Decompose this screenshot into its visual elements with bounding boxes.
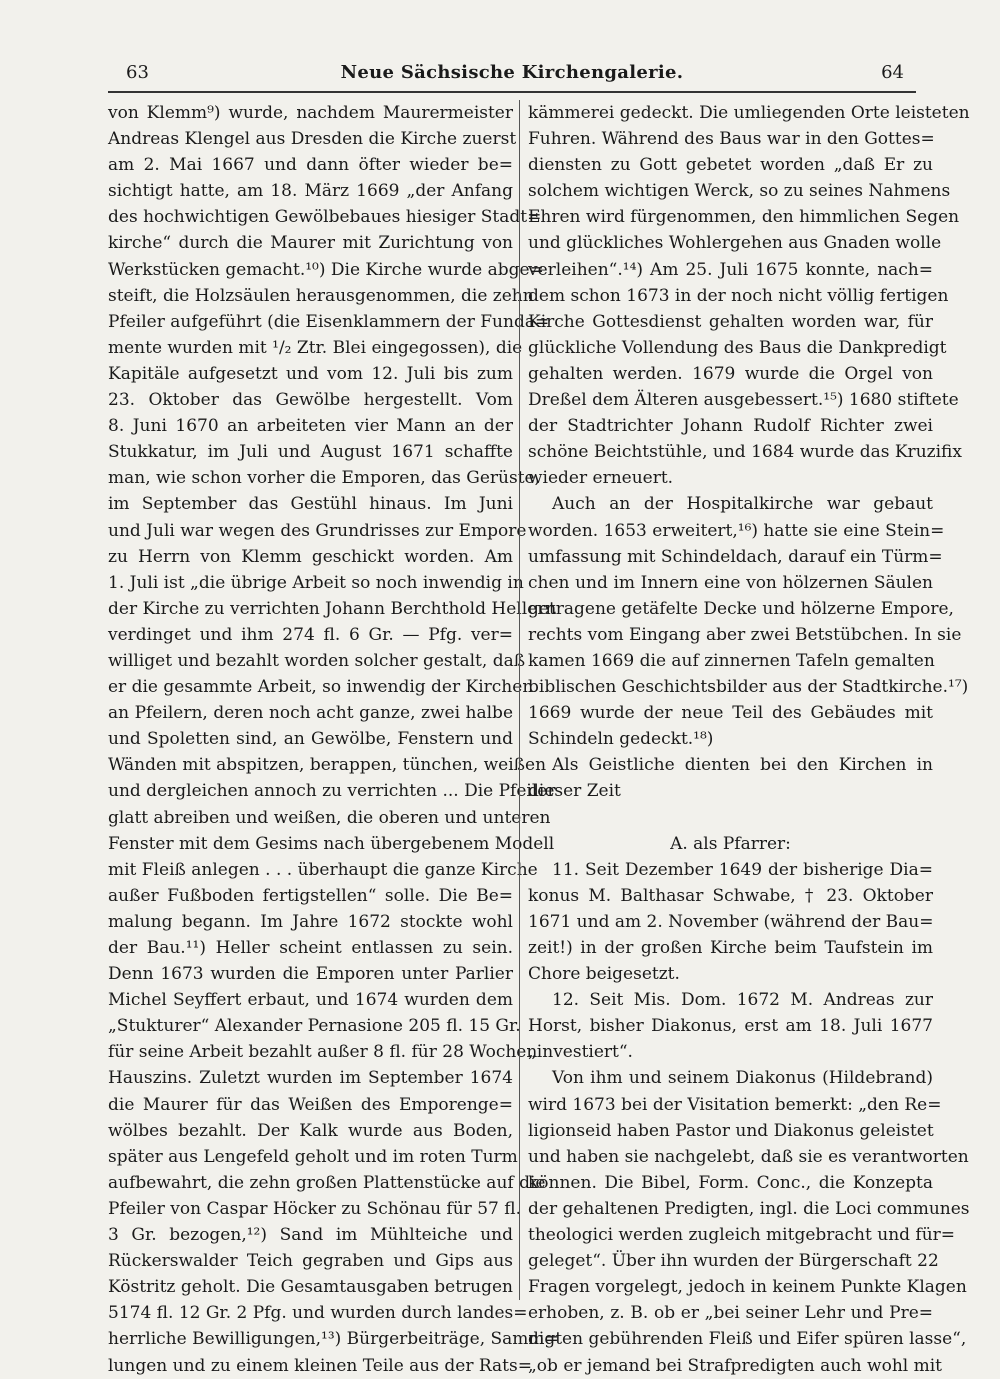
text-line: Wänden mit abspitzen, berappen, tünchen, weißen bbox=[108, 755, 547, 776]
text-line: und dergleichen annoch zu verrichten ... Die Pfeiler bbox=[108, 781, 556, 802]
text-line: von Klemm⁹) wurde, nachdem Maurermeister bbox=[108, 103, 513, 123]
text-line: aufbewahrt, die zehn großen Plattenstücke auf die bbox=[108, 1172, 546, 1193]
text-line: glückliche Vollendung des Baus die Dankpredigt bbox=[528, 337, 947, 358]
text-line: kamen 1669 die auf zinnernen Tafeln gemalten bbox=[528, 650, 935, 671]
text-line: erhoben, z. B. ob er „bei seiner Lehr und Pre= bbox=[528, 1303, 933, 1324]
text-line: 8. Juni 1670 an arbeiteten vier Mann an der bbox=[108, 416, 513, 437]
text-line: 11. Seit Dezember 1649 der bisherige Dia= bbox=[552, 859, 933, 880]
text-line: diensten zu Gott gebetet worden „daß Er zu bbox=[528, 155, 933, 176]
text-line: dieser Zeit bbox=[528, 781, 621, 802]
text-line: des hochwichtigen Gewölbebaues hiesiger Stadt= bbox=[108, 207, 542, 228]
text-line: mit Fleiß anlegen . . . überhaupt die ganze Kirche bbox=[108, 859, 538, 880]
text-line: biblischen Geschichtsbilder aus der Stadtkirche.¹⁷) bbox=[528, 677, 969, 698]
text-line: solchem wichtigen Werck, so zu seines Nahmens bbox=[528, 181, 951, 202]
text-line: Pfeiler von Caspar Höcker zu Schönau für 57 fl. bbox=[108, 1198, 521, 1219]
text-line: der gehaltenen Predigten, ingl. die Loci communes bbox=[528, 1198, 970, 1219]
text-line: Stukkatur, im Juli und August 1671 schaffte bbox=[108, 442, 513, 463]
text-line: Dreßel dem Älteren ausgebessert.¹⁵) 1680 stiftete bbox=[528, 390, 959, 411]
text-line: theologici werden zugleich mitgebracht und für= bbox=[528, 1225, 956, 1246]
text-line: der Bau.¹¹) Heller scheint entlassen zu sein. bbox=[108, 938, 513, 958]
text-line: 12. Seit Mis. Dom. 1672 M. Andreas zur bbox=[552, 990, 933, 1011]
text-line: können. Die Bibel, Form. Conc., die Konzepta bbox=[528, 1172, 933, 1193]
text-line: 1669 wurde der neue Teil des Gebäudes mit bbox=[528, 703, 933, 724]
text-line: „investiert“. bbox=[528, 1042, 633, 1063]
text-line: gehalten werden. 1679 wurde die Orgel von bbox=[528, 363, 933, 384]
text-line: wölbes bezahlt. Der Kalk wurde aus Boden, bbox=[108, 1120, 513, 1141]
text-line: Fenster mit dem Gesims nach übergebenem Modell bbox=[108, 833, 555, 854]
text-line: umfassung mit Schindeldach, darauf ein Türm= bbox=[528, 546, 943, 567]
text-line: 3 Gr. bezogen,¹²) Sand im Mühlteiche und bbox=[108, 1225, 513, 1246]
text-line: schöne Beichtstühle, und 1684 wurde das Kruzifix bbox=[528, 442, 962, 463]
blank-line bbox=[528, 805, 933, 831]
text-line: verleihen“.¹⁴) Am 25. Juli 1675 konnte, nach= bbox=[528, 259, 933, 280]
text-line: der Kirche zu verrichten Johann Berchthold Hellern bbox=[108, 598, 557, 619]
text-line: Michel Seyffert erbaut, und 1674 wurden dem bbox=[108, 990, 513, 1011]
text-line: verdinget und ihm 274 fl. 6 Gr. — Pfg. ver= bbox=[108, 624, 513, 645]
text-line: am 2. Mai 1667 und dann öfter wieder be= bbox=[108, 155, 513, 176]
text-line: wird 1673 bei der Visitation bemerkt: „den Re= bbox=[528, 1094, 942, 1115]
page-number-left: 63 bbox=[126, 62, 149, 83]
text-line: Chore beigesetzt. bbox=[528, 964, 680, 985]
page-header bbox=[108, 58, 916, 88]
text-line: er die gesammte Arbeit, so inwendig der Kirchen bbox=[108, 677, 534, 698]
text-line: digten gebührenden Fleiß und Eifer spüren lasse“, bbox=[528, 1329, 967, 1350]
text-line: glatt abreiben und weißen, die oberen und unteren bbox=[108, 807, 551, 828]
text-line: und haben sie nachgelebt, daß sie es verantworten bbox=[528, 1146, 969, 1167]
text-line: später aus Lengefeld geholt und im roten Turm bbox=[108, 1146, 518, 1167]
text-line: Fuhren. Während des Baus war in den Gottes= bbox=[528, 129, 935, 150]
text-line: Schindeln gedeckt.¹⁸) bbox=[528, 729, 714, 750]
text-line: dem schon 1673 in der noch nicht völlig fertigen bbox=[528, 285, 949, 306]
text-line: Als Geistliche dienten bei den Kirchen in bbox=[552, 755, 933, 776]
text-line: man, wie schon vorher die Emporen, das Gerüste, bbox=[108, 468, 541, 489]
text-line: herrliche Bewilligungen,¹³) Bürgerbeiträge, Samm= bbox=[108, 1329, 559, 1350]
text-line: mente wurden mit ¹/₂ Ztr. Blei eingegossen), die bbox=[108, 337, 523, 358]
text-line: Kirche Gottesdienst gehalten worden war, für bbox=[528, 311, 933, 332]
text-line: die Maurer für das Weißen des Emporenge= bbox=[108, 1094, 513, 1115]
text-line: chen und im Innern eine von hölzernen Säulen bbox=[528, 572, 933, 593]
text-line: und Juli war wegen des Grundrisses zur Empore bbox=[108, 520, 527, 541]
text-line: für seine Arbeit bezahlt außer 8 fl. für 28 Wochen bbox=[108, 1042, 538, 1063]
text-line: steift, die Holzsäulen herausgenommen, die zehn bbox=[108, 285, 534, 306]
text-line: kämmerei gedeckt. Die umliegenden Orte leisteten bbox=[528, 103, 970, 123]
text-line: Ehren wird fürgenommen, den himmlichen Segen bbox=[528, 207, 960, 228]
text-line: zu Herrn von Klemm geschickt worden. Am bbox=[108, 546, 513, 567]
text-line: geleget“. Über ihn wurden der Bürgerschaft 22 bbox=[528, 1251, 939, 1272]
text-line: und Spoletten sind, an Gewölbe, Fenstern und bbox=[108, 729, 513, 750]
text-line: Auch an der Hospitalkirche war gebaut bbox=[552, 494, 933, 515]
text-line: „ob er jemand bei Strafpredigten auch wohl mit bbox=[528, 1355, 942, 1376]
text-line: williget und bezahlt worden solcher gestalt, daß bbox=[108, 650, 526, 671]
text-line: lungen und zu einem kleinen Teile aus der Rats= bbox=[108, 1355, 532, 1376]
text-line: außer Fußboden fertigstellen“ solle. Die Be= bbox=[108, 885, 513, 906]
header-rule bbox=[108, 91, 916, 93]
right-column bbox=[528, 100, 970, 1379]
page-number-right: 64 bbox=[881, 62, 904, 83]
text-line: Von ihm und seinem Diakonus (Hildebrand) bbox=[552, 1068, 933, 1089]
text-line: Werkstücken gemacht.¹⁰) Die Kirche wurde abge= bbox=[108, 259, 544, 280]
text-line: kirche“ durch die Maurer mit Zurichtung von bbox=[108, 233, 513, 254]
text-line: Fragen vorgelegt, jedoch in keinem Punkte Klagen bbox=[528, 1277, 967, 1298]
text-line: ligionseid haben Pastor und Diakonus geleistet bbox=[528, 1120, 934, 1141]
column-divider bbox=[519, 100, 520, 1300]
text-line: wieder erneuert. bbox=[528, 468, 674, 489]
text-line: konus M. Balthasar Schwabe, † 23. Oktober bbox=[528, 885, 933, 906]
text-line: Köstritz geholt. Die Gesamtausgaben betrugen bbox=[108, 1277, 513, 1298]
text-line: im September das Gestühl hinaus. Im Juni bbox=[108, 494, 513, 515]
text-line: zeit!) in der großen Kirche beim Taufstein im bbox=[528, 938, 933, 958]
text-line: getragene getäfelte Decke und hölzerne Empore, bbox=[528, 598, 954, 619]
text-line: „Stukturer“ Alexander Pernasione 205 fl. 15 Gr. bbox=[108, 1016, 521, 1037]
text-line: Rückerswalder Teich gegraben und Gips aus bbox=[108, 1251, 513, 1272]
text-line: an Pfeilern, deren noch acht ganze, zwei halbe bbox=[108, 703, 513, 724]
running-title: Neue Sächsische Kirchengalerie. bbox=[340, 62, 684, 83]
text-line: Hauszins. Zuletzt wurden im September 1674 bbox=[108, 1068, 513, 1089]
text-line: worden. 1653 erweitert,¹⁶) hatte sie eine Stein= bbox=[528, 520, 945, 541]
text-line: malung begann. Im Jahre 1672 stockte wohl bbox=[108, 911, 513, 932]
text-line: 23. Oktober das Gewölbe hergestellt. Vom bbox=[108, 390, 513, 411]
left-column bbox=[108, 100, 559, 1379]
text-line: Andreas Klengel aus Dresden die Kirche zuerst bbox=[108, 129, 517, 150]
text-line: Denn 1673 wurden die Emporen unter Parlier bbox=[108, 964, 513, 985]
text-line: Pfeiler aufgeführt (die Eisenklammern der Funda= bbox=[108, 311, 550, 332]
text-line: der Stadtrichter Johann Rudolf Richter zwei bbox=[528, 416, 933, 437]
text-line: rechts vom Eingang aber zwei Betstübchen. In sie bbox=[528, 624, 962, 645]
section-heading: A. als Pfarrer: bbox=[670, 833, 791, 854]
text-line: 1. Juli ist „die übrige Arbeit so noch inwendig in bbox=[108, 572, 524, 593]
text-line: Horst, bisher Diakonus, erst am 18. Juli 1677 bbox=[528, 1016, 933, 1037]
text-line: 5174 fl. 12 Gr. 2 Pfg. und wurden durch landes= bbox=[108, 1303, 528, 1324]
text-line: 1671 und am 2. November (während der Bau= bbox=[528, 911, 934, 932]
text-line: Kapitäle aufgesetzt und vom 12. Juli bis zum bbox=[108, 363, 513, 384]
text-line: sichtigt hatte, am 18. März 1669 „der Anfang bbox=[108, 181, 513, 202]
text-line: und glückliches Wohlergehen aus Gnaden wolle bbox=[528, 233, 942, 254]
